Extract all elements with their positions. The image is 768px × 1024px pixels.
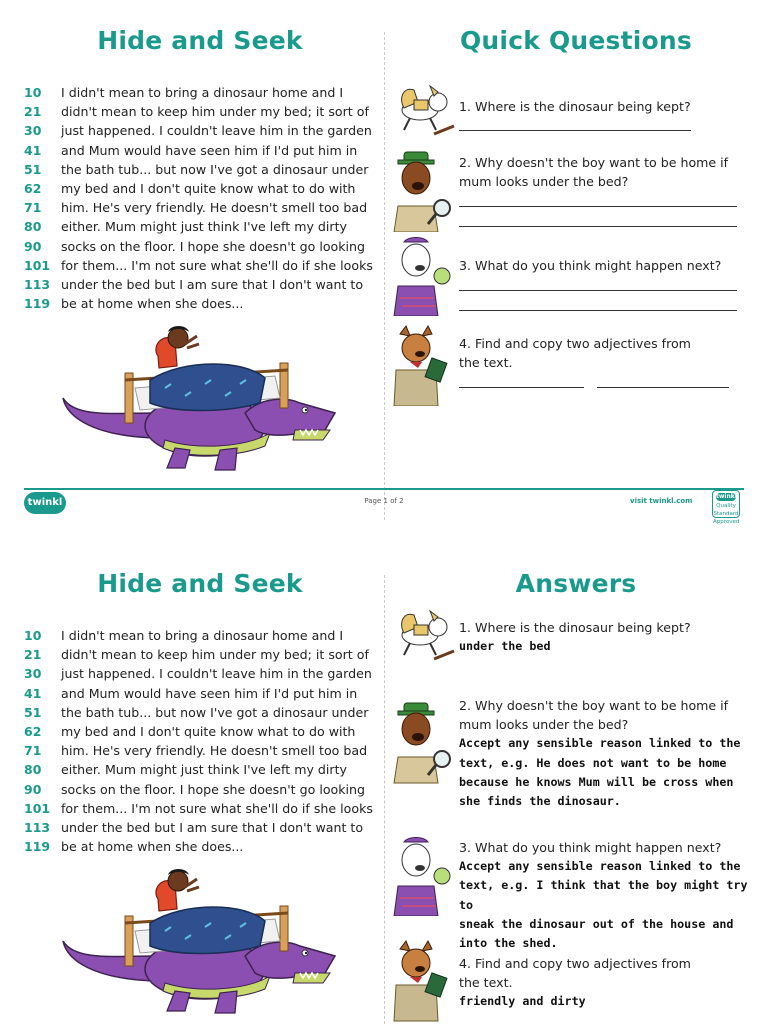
story-line: just happened. I couldn't leave him in the garden	[61, 666, 372, 682]
line-number: 41	[24, 685, 42, 701]
story-line: my bed and I don't quite know what to do with	[61, 180, 356, 196]
story-text	[24, 626, 374, 856]
line-number: 80	[24, 762, 42, 778]
answer-text: she finds the dinosaur.	[459, 794, 621, 809]
dog-detective-icon	[390, 938, 456, 1022]
answer-text: under the bed	[459, 639, 551, 654]
answer-line[interactable]	[597, 387, 729, 388]
story-line: socks on the floor. I hope she doesn't go looking	[61, 781, 365, 797]
line-number: 71	[24, 743, 42, 759]
question-text: 3. What do you think might happen next?	[459, 840, 722, 855]
twinkl-logo[interactable]: twinkl	[24, 492, 66, 514]
section-title-answers: Answers	[515, 569, 637, 598]
answer-line[interactable]	[459, 387, 584, 388]
story-line: under the bed but I am sure that I don't want to	[61, 819, 364, 835]
line-number: 21	[24, 647, 42, 663]
dog-detective-icon	[390, 696, 456, 788]
line-number: 10	[24, 628, 42, 643]
page-number: Page 1 of 2	[364, 497, 404, 505]
line-number: 41	[24, 142, 42, 158]
story-line: him. He's very friendly. He doesn't smell too bad	[61, 200, 368, 216]
line-number: 80	[24, 219, 42, 235]
question-text: 2. Why doesn't the boy want to be home if mum looks under the bed?	[459, 155, 729, 190]
answer-line[interactable]	[459, 226, 737, 227]
answer-text: into the shed.	[459, 936, 558, 951]
line-number: 90	[24, 238, 42, 254]
line-number: 113	[24, 276, 51, 292]
dog-detective-icon	[390, 324, 456, 406]
story-line: either. Mum might just think I've left my dirty	[61, 762, 347, 778]
dog-detective-icon	[390, 150, 456, 232]
story-line: didn't mean to keep him under my bed; it sort of	[61, 647, 369, 663]
question-text: mum looks under the bed?	[459, 717, 629, 733]
line-number: 62	[24, 723, 42, 739]
page-title: Hide and Seek	[97, 26, 303, 55]
dog-detective-icon	[390, 236, 456, 316]
answer-line[interactable]	[459, 130, 691, 131]
question-text: 4. Find and copy two adjectives from the text.	[459, 336, 691, 371]
answer-text: because he knows Mum will be cross when	[459, 774, 734, 789]
dog-detective-icon	[390, 602, 456, 662]
story-line: be at home when she does...	[61, 296, 244, 312]
question-text: 1. Where is the dinosaur being kept?	[459, 99, 691, 114]
story-text	[24, 83, 374, 313]
answer-text: Accept any sensible reason linked to the	[459, 859, 741, 874]
line-number: 51	[24, 161, 42, 177]
worksheet-page-2	[0, 540, 768, 1024]
dog-detective-icon	[390, 78, 456, 136]
line-number: 62	[24, 180, 42, 196]
line-number: 101	[24, 257, 51, 273]
section-title-quick-questions: Quick Questions	[459, 26, 693, 55]
story-line: socks on the floor. I hope she doesn't go looking	[61, 238, 365, 254]
line-number: 30	[24, 123, 42, 139]
question-text: 1. Where is the dinosaur being kept?	[459, 620, 691, 635]
story-line: just happened. I couldn't leave him in the garden	[61, 123, 372, 139]
line-number: 10	[24, 85, 42, 100]
answer-line[interactable]	[459, 206, 737, 207]
answer-text: text, e.g. He does not want to be home	[459, 755, 727, 770]
story-line: the bath tub... but now I've got a dinosaur under	[61, 704, 369, 720]
dinosaur-bed-illustration	[55, 318, 345, 478]
question-text: 4. Find and copy two adjectives from	[459, 956, 691, 971]
line-number: 119	[24, 296, 51, 312]
story-line: for them... I'm not sure what she'll do if she looks	[61, 800, 373, 816]
answer-text: Accept any sensible reason linked to the	[459, 736, 741, 751]
answer-line[interactable]	[459, 310, 737, 311]
story-line: and Mum would have seen him if I'd put him in	[61, 685, 358, 701]
line-number: 119	[24, 839, 51, 855]
story-line: under the bed but I am sure that I don't want to	[61, 276, 364, 292]
line-number: 30	[24, 666, 42, 682]
line-number: 21	[24, 104, 42, 120]
visit-link[interactable]: visit twinkl.com	[630, 497, 693, 505]
story-line: be at home when she does...	[61, 839, 244, 855]
column-divider	[384, 575, 385, 1024]
question-text: 3. What do you think might happen next?	[459, 258, 722, 273]
story-line: either. Mum might just think I've left my dirty	[61, 219, 347, 235]
answer-line[interactable]	[459, 290, 737, 291]
footer-divider	[24, 488, 744, 490]
answer-text: friendly and dirty	[459, 994, 586, 1009]
answer-text: text, e.g. I think that the boy might try to	[459, 878, 748, 912]
story-line: him. He's very friendly. He doesn't smell too bad	[61, 743, 368, 759]
line-number: 51	[24, 704, 42, 720]
question-text: 2. Why doesn't the boy want to be home if	[459, 698, 729, 713]
line-number: 90	[24, 781, 42, 797]
story-line: and Mum would have seen him if I'd put him in	[61, 142, 358, 158]
story-line: for them... I'm not sure what she'll do if she looks	[61, 257, 373, 273]
dog-detective-icon	[390, 836, 456, 916]
dinosaur-bed-illustration	[55, 861, 345, 1021]
line-number: 71	[24, 200, 42, 216]
story-line: didn't mean to keep him under my bed; it sort of	[61, 104, 369, 120]
quality-badge-icon: twinkl Quality Standard Approved	[712, 490, 740, 518]
answer-text: sneak the dinosaur out of the house and	[459, 916, 734, 931]
line-number: 113	[24, 819, 51, 835]
column-divider	[384, 32, 385, 520]
page-title: Hide and Seek	[97, 569, 303, 598]
story-line: I didn't mean to bring a dinosaur home and I	[61, 628, 344, 643]
story-line: I didn't mean to bring a dinosaur home and I	[61, 85, 344, 100]
story-line: my bed and I don't quite know what to do with	[61, 723, 356, 739]
line-number: 101	[24, 800, 51, 816]
story-line: the bath tub... but now I've got a dinosaur under	[61, 161, 369, 177]
question-text: the text.	[459, 975, 513, 991]
